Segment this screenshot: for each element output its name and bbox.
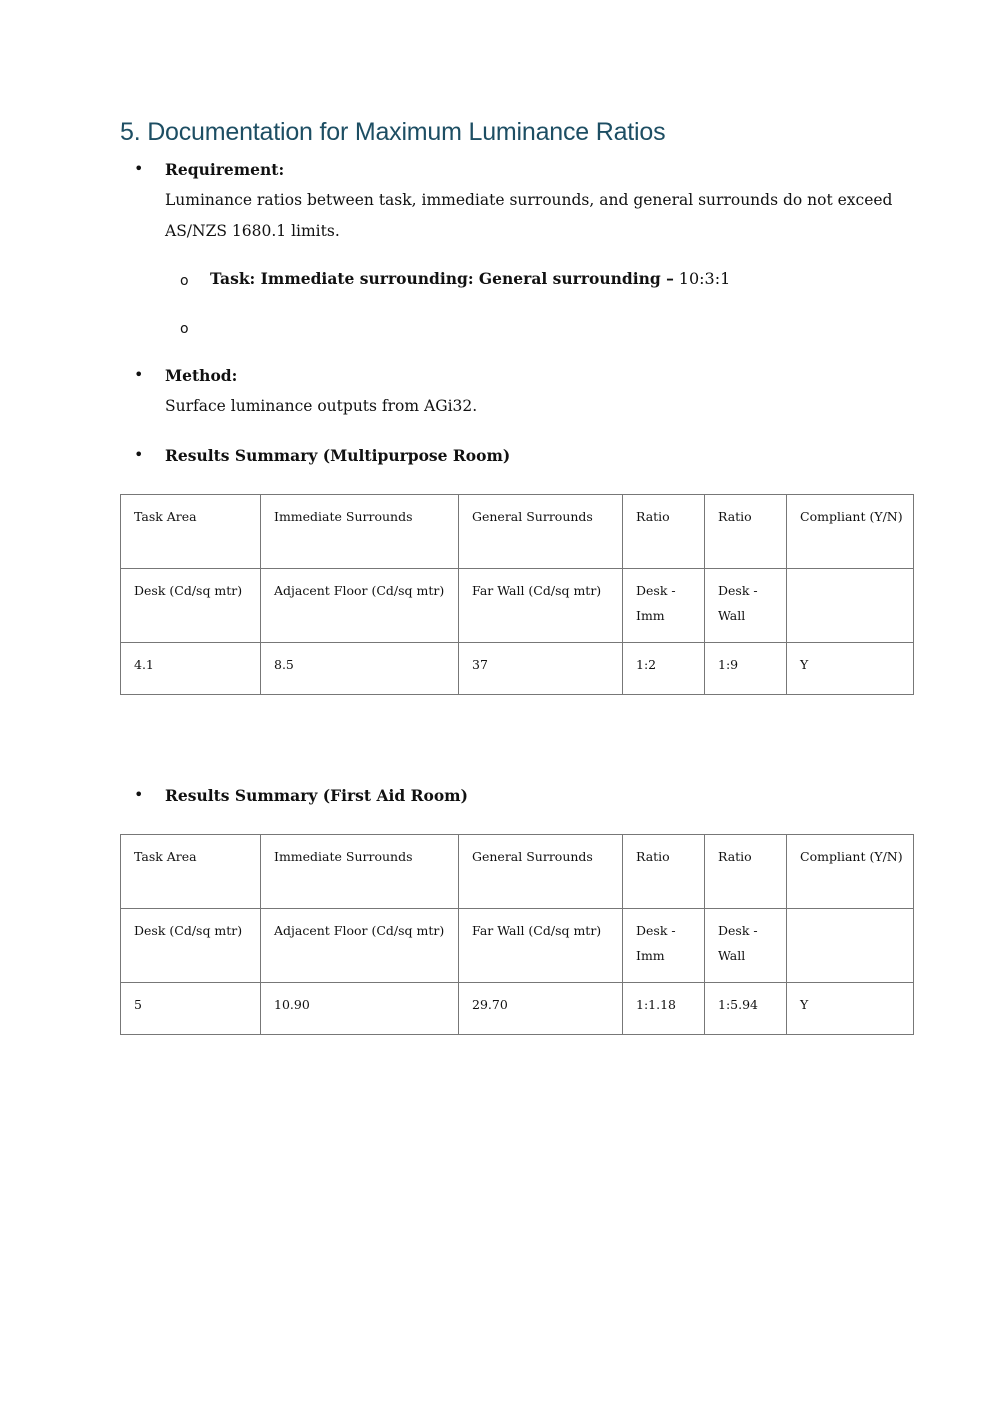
table-cell: Y [787, 983, 914, 1035]
table-header-row [121, 835, 914, 909]
table-row [121, 983, 914, 1035]
table-cell: Compliant (Y/N) [787, 835, 914, 909]
ratio-limit-label: Task: Immediate surrounding: General surrounding – [210, 269, 674, 288]
table-cell: 5 [121, 983, 261, 1035]
requirement-text-line2: AS/NZS 1680.1 limits. [165, 222, 340, 240]
table-row [121, 909, 914, 983]
table-cell: 8.5 [261, 643, 459, 695]
table-row [121, 643, 914, 695]
table-cell: Ratio [623, 495, 705, 569]
table-cell: General Surrounds [459, 835, 623, 909]
table-cell: Desk - Imm [623, 569, 705, 643]
ratio-limit-value: 10:3:1 [678, 269, 731, 288]
table-cell: Far Wall (Cd/sq mtr) [459, 569, 623, 643]
requirement-text-line1: Luminance ratios between task, immediate surrounds, and general surrounds do not exceed [165, 191, 893, 209]
table-cell: 1:1.18 [623, 983, 705, 1035]
table-cell: Ratio [705, 495, 787, 569]
table-cell: Ratio [623, 835, 705, 909]
requirement-label: Requirement: [165, 160, 285, 179]
table-cell: Immediate Surrounds [261, 495, 459, 569]
results-first-aid-title: Results Summary (First Aid Room) [165, 786, 468, 805]
table-cell: Adjacent Floor (Cd/sq mtr) [261, 569, 459, 643]
table-cell [787, 909, 914, 983]
section-heading: 5. Documentation for Maximum Luminance Ratios [120, 118, 666, 146]
results-multipurpose-table [120, 494, 914, 695]
table-cell: Desk (Cd/sq mtr) [121, 909, 261, 983]
table-cell [787, 569, 914, 643]
table-cell: Desk - Wall [705, 909, 787, 983]
table-row [121, 569, 914, 643]
table-cell: 37 [459, 643, 623, 695]
bullet-icon: • [134, 785, 144, 804]
ratio-limit-item [210, 269, 730, 288]
table-cell: 1:9 [705, 643, 787, 695]
sub-bullet-icon: o [180, 273, 189, 289]
bullet-icon: • [134, 365, 144, 384]
bullet-icon: • [134, 159, 144, 178]
table-cell: 1:2 [623, 643, 705, 695]
table-cell: Desk (Cd/sq mtr) [121, 569, 261, 643]
table-cell: Ratio [705, 835, 787, 909]
table-cell: Task Area [121, 495, 261, 569]
empty-sub-bullet-icon: o [180, 321, 189, 337]
table-cell: Far Wall (Cd/sq mtr) [459, 909, 623, 983]
method-text: Surface luminance outputs from AGi32. [165, 397, 478, 415]
results-multipurpose-title: Results Summary (Multipurpose Room) [165, 446, 511, 465]
table-header-row [121, 495, 914, 569]
bullet-icon: • [134, 445, 144, 464]
method-label: Method: [165, 366, 238, 385]
table-cell: General Surrounds [459, 495, 623, 569]
results-first-aid-table [120, 834, 914, 1035]
table-cell: 10.90 [261, 983, 459, 1035]
table-cell: Immediate Surrounds [261, 835, 459, 909]
table-cell: 1:5.94 [705, 983, 787, 1035]
table-cell: Task Area [121, 835, 261, 909]
table-cell: Adjacent Floor (Cd/sq mtr) [261, 909, 459, 983]
table-cell: Desk - Imm [623, 909, 705, 983]
table-cell: Y [787, 643, 914, 695]
table-cell: Compliant (Y/N) [787, 495, 914, 569]
table-cell: Desk - Wall [705, 569, 787, 643]
table-cell: 4.1 [121, 643, 261, 695]
table-cell: 29.70 [459, 983, 623, 1035]
